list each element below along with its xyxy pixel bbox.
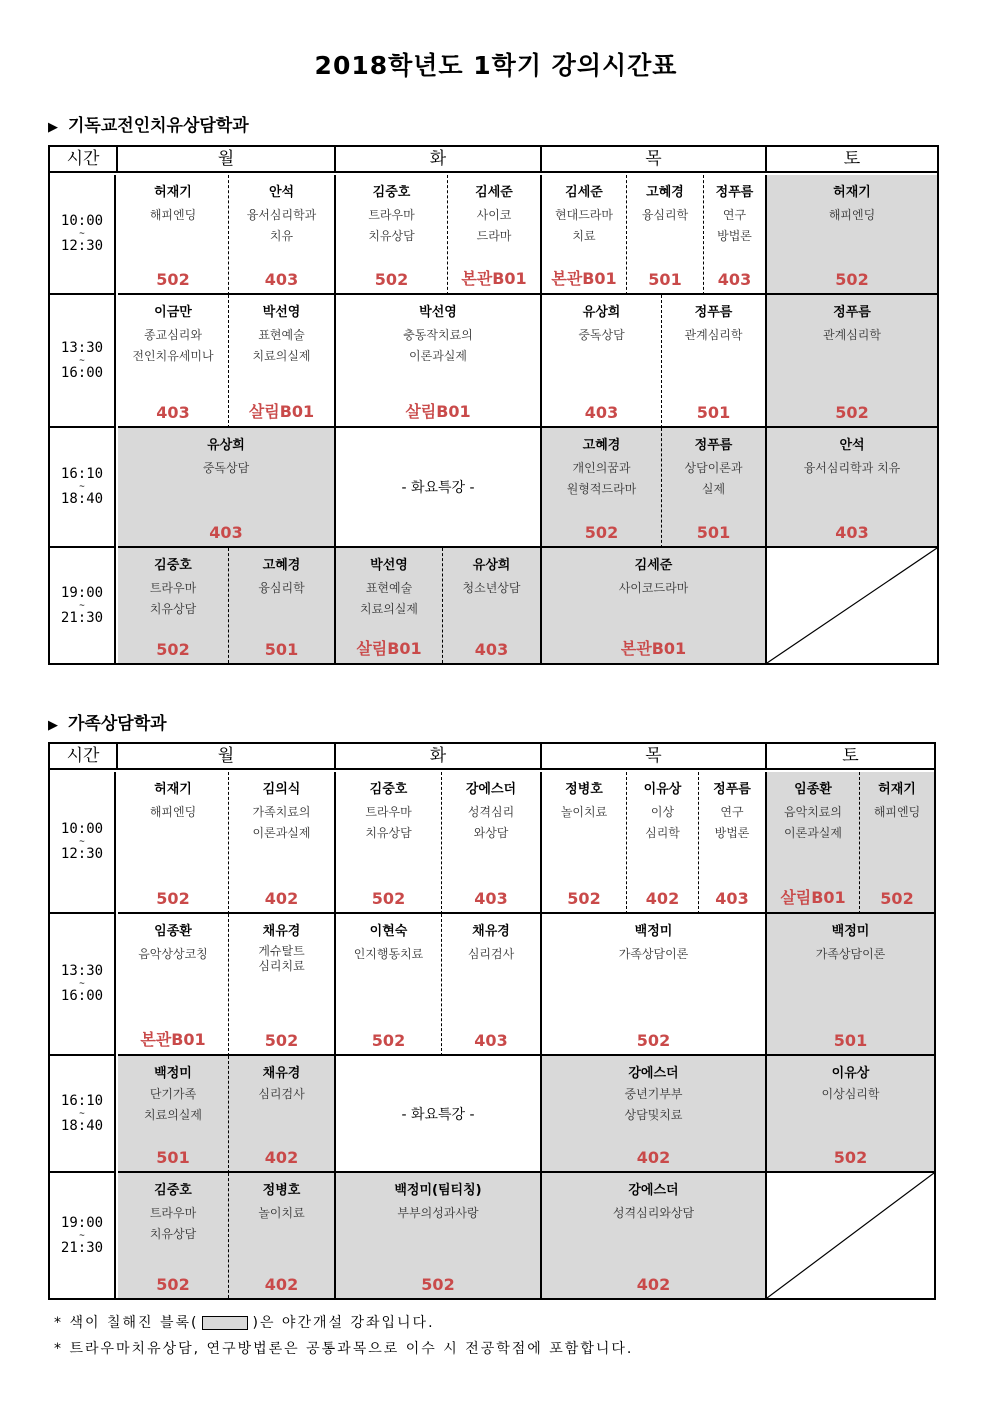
class-cell: 박선영 충동작치료의 이론과실제 살림B01 [336, 295, 542, 428]
section-heading-1 [48, 111, 249, 136]
class-cell: 김의식 가족치료의 이론과실제 402 [229, 772, 336, 914]
class-cell: 임종환 음악치료의 이론과실제 살림B01 [767, 772, 860, 914]
time-slot: 19:00 ~ 21:30 [50, 548, 116, 663]
header-tue: 화 [336, 744, 542, 770]
class-cell: 임종환 음악상상코칭 본관B01 [118, 914, 229, 1056]
class-cell: 김세준 사이코드라마 본관B01 [542, 548, 767, 663]
class-cell: 정병호 놀이치료 502 [542, 772, 627, 914]
class-cell: 고혜경 융심리학 501 [627, 175, 704, 295]
header-thu: 목 [542, 147, 767, 173]
empty-cell-slash [767, 548, 937, 663]
class-cell: 백정미 단기가족 치료의실제 501 [118, 1056, 229, 1173]
timetable-1 [48, 145, 939, 665]
class-cell: 허재기 해피엔딩 502 [767, 175, 937, 295]
section-name: 가족상담학과 [68, 714, 167, 734]
header-tue: 화 [336, 147, 542, 173]
class-cell: 이현숙 인지행동치료 502 [336, 914, 442, 1056]
class-cell: 유상희 청소년상담 403 [443, 548, 542, 663]
class-cell: 채유경 심리검사 402 [229, 1056, 336, 1173]
section-heading-2 [48, 709, 167, 734]
class-cell: 정푸름 관계심리학 501 [662, 295, 767, 428]
class-cell: 김중호 트라우마 치유상담 502 [118, 1173, 229, 1298]
class-cell: 김중호 트라우마 치유상담 502 [118, 548, 229, 663]
header-thu: 목 [542, 744, 767, 770]
class-cell: 강에스더 성격심리와상담 402 [542, 1173, 767, 1298]
class-cell: 이금만 종교심리와 전인치유세미나 403 [118, 295, 229, 428]
note-evening-classes: * 색이 칠해진 블록( )은 야간개설 강좌입니다. [54, 1315, 435, 1331]
diagonal-line [767, 1173, 934, 1298]
time-slot: 10:00 ~ 12:30 [50, 175, 116, 295]
triangle-right-icon: ▶ [48, 718, 58, 733]
class-cell: 유상희 중독상담 403 [118, 428, 336, 548]
class-cell: 채유경 게슈탈트 심리치료 502 [229, 914, 336, 1056]
time-slot: 16:10 ~ 18:40 [50, 428, 116, 548]
class-cell: 고혜경 개인의꿈과 원형적드라마 502 [542, 428, 662, 548]
class-cell: 허재기 해피엔딩 502 [118, 772, 229, 914]
timetable-2 [48, 742, 936, 1300]
empty-cell-slash [767, 1173, 934, 1298]
class-cell: 이유상 이상심리학 502 [767, 1056, 934, 1173]
page-title: 2018학년도 1학기 강의시간표 [314, 51, 678, 80]
class-cell: 정푸름 연구 방법론 403 [699, 772, 767, 914]
diagonal-line [767, 548, 937, 663]
gray-swatch [202, 1316, 248, 1330]
class-cell: 유상희 중독상담 403 [542, 295, 662, 428]
class-cell: 강에스더 성격심리 와상담 403 [442, 772, 542, 914]
time-slot: 13:30 ~ 16:00 [50, 295, 116, 428]
class-cell: 안석 융서심리학과 치유 403 [767, 428, 937, 548]
class-cell: 정푸름 관계심리학 502 [767, 295, 937, 428]
class-cell: 박선영 표현예술 치료의실제 살림B01 [336, 548, 443, 663]
class-cell: 김세준 현대드라마 치료 본관B01 [542, 175, 627, 295]
class-cell: 백정미 가족상담이론 501 [767, 914, 934, 1056]
time-slot: 10:00 ~ 12:30 [50, 772, 116, 914]
special-lecture-cell: - 화요특강 - [336, 428, 542, 548]
section-name: 기독교전인치유상담학과 [68, 116, 249, 136]
header-time: 시간 [50, 744, 118, 770]
triangle-right-icon: ▶ [48, 120, 58, 135]
class-cell: 백정미 가족상담이론 502 [542, 914, 767, 1056]
class-cell: 안석 융서심리학과 치유 403 [229, 175, 336, 295]
class-cell: 박선영 표현예술 치료의실제 살림B01 [229, 295, 336, 428]
class-cell: 고혜경 융심리학 501 [229, 548, 336, 663]
note-common-courses: * 트라우마치유상담, 연구방법론은 공통과목으로 이수 시 전공학점에 포함합니다. [54, 1341, 634, 1357]
special-lecture-cell: - 화요특강 - [336, 1056, 542, 1173]
class-cell: 정병호 놀이치료 402 [229, 1173, 336, 1298]
header-time: 시간 [50, 147, 118, 173]
class-cell: 정푸름 연구 방법론 403 [704, 175, 767, 295]
class-cell: 김중호 트라우마 치유상담 502 [336, 772, 442, 914]
class-cell: 강에스더 중년기부부 상담및치료 402 [542, 1056, 767, 1173]
class-cell: 채유경 심리검사 403 [442, 914, 542, 1056]
time-slot: 16:10 ~ 18:40 [50, 1056, 116, 1173]
class-cell: 허재기 해피엔딩 502 [860, 772, 934, 914]
time-slot: 13:30 ~ 16:00 [50, 914, 116, 1056]
header-mon: 월 [118, 744, 336, 770]
class-cell: 김세준 사이코 드라마 본관B01 [448, 175, 542, 295]
time-slot: 19:00 ~ 21:30 [50, 1173, 116, 1298]
header-sat: 토 [767, 744, 934, 770]
class-cell: 허재기 해피엔딩 502 [118, 175, 229, 295]
header-sat: 토 [767, 147, 937, 173]
header-mon: 월 [118, 147, 336, 173]
class-cell: 정푸름 상담이론과 실제 501 [662, 428, 767, 548]
class-cell: 백정미(팀티칭) 부부의성과사랑 502 [336, 1173, 542, 1298]
class-cell: 김중호 트라우마 치유상담 502 [336, 175, 448, 295]
class-cell: 이유상 이상 심리학 402 [627, 772, 699, 914]
